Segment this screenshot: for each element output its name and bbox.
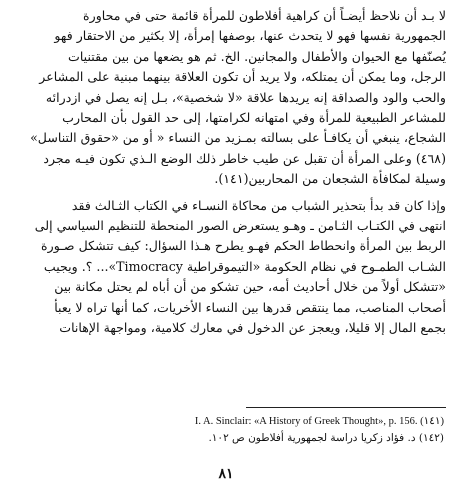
text-line: والحب والود والصداقة إنه يريدها علاقة «لا شخصية»، بـل إنه يصل في ازدرائه xyxy=(45,89,446,105)
text-line: وسيلة لمكافأة الشجعان من المحاربين(١٤١). xyxy=(214,171,446,187)
text-line: الشجاع، ينبغي أن يكافـأ على بسالته بمـزيد من النساء « أو من «حقوق التناسل» xyxy=(30,130,446,146)
text-line: بجمع المال إلا قليلا، ويعجز عن الدخول في معارك كلامية، ومواجهة الإهانات xyxy=(59,320,446,336)
footnotes xyxy=(8,413,444,447)
text-line: الربط بين المرأة وانحطاط الحكم فهـو يطرح هـذا السؤال: كيف تتشكل صـورة xyxy=(41,238,446,254)
text-line: الجمهورية نفسها فهو لا يتحدث عنها، بوصفها إمرأة، إلا بكثير من الاحتقار فهو xyxy=(54,28,446,44)
text-line: الرجل، وما يمكن أن يمتلكه، ولا يريد أن تكون العلاقة بينهما مبنية على المشاعر xyxy=(39,69,446,85)
text-line: للمشاعر الطبيعية للمرأة وفي امتهانه لكرامتها، إلى حد القول بأن المحارب xyxy=(62,110,446,126)
text-line: (٤٦٨) وعلى المرأة أن تقبل عن طيب خاطر ذلك الوضع الـذي تكون فيـه مجرد xyxy=(43,150,446,166)
text-line: أصحاب المناصب، مما ينتقص قدرها بين النساء الأخريات، كما أنها تراه لا يعبأ xyxy=(54,299,446,315)
footnote-142: (١٤٢) د. فؤاد زكريا دراسة لجمهورية أفلاطون ص ١٠٢. xyxy=(208,432,444,444)
footnote-141: I. A. Sinclair: «A History of Greek Thought», p. 156. (١٤١) xyxy=(194,416,444,427)
text-line: انتهى في الكتـاب الثـامن ـ وهـو يستعرض الصور المنحطة للتنظيم السياسي إلى xyxy=(34,218,446,234)
text-line: «تتشكل أولاً من خلال أحاديث أمه، حين تشكو من أن أباه لم يحتل مكانة بين xyxy=(54,279,446,295)
page-number: ٨١ xyxy=(218,466,234,482)
text-line: الشـاب الطمـوح في نظام الحكومة «التيموقراطية Timocracy»... ؟. ويجيب xyxy=(43,258,446,274)
text-line: يُصنّفها مع الحيوان والأطفال والمجانين. الخ. ثم هو يضعها من بين مقتنيات xyxy=(67,48,446,64)
body-paragraph-2 xyxy=(8,196,446,339)
footnote-divider xyxy=(246,407,446,408)
text-line: وإذا كان قد بدأ بتحذير الشباب من محاكاة النسـاء في الكتاب الثـالث فقد xyxy=(71,197,446,213)
text-line: لا بـد أن نلاحظ أيضـاً أن كراهية أفلاطون للمرأة قائمة حتى في محاورة xyxy=(83,8,446,23)
body-paragraph-1 xyxy=(8,6,446,190)
